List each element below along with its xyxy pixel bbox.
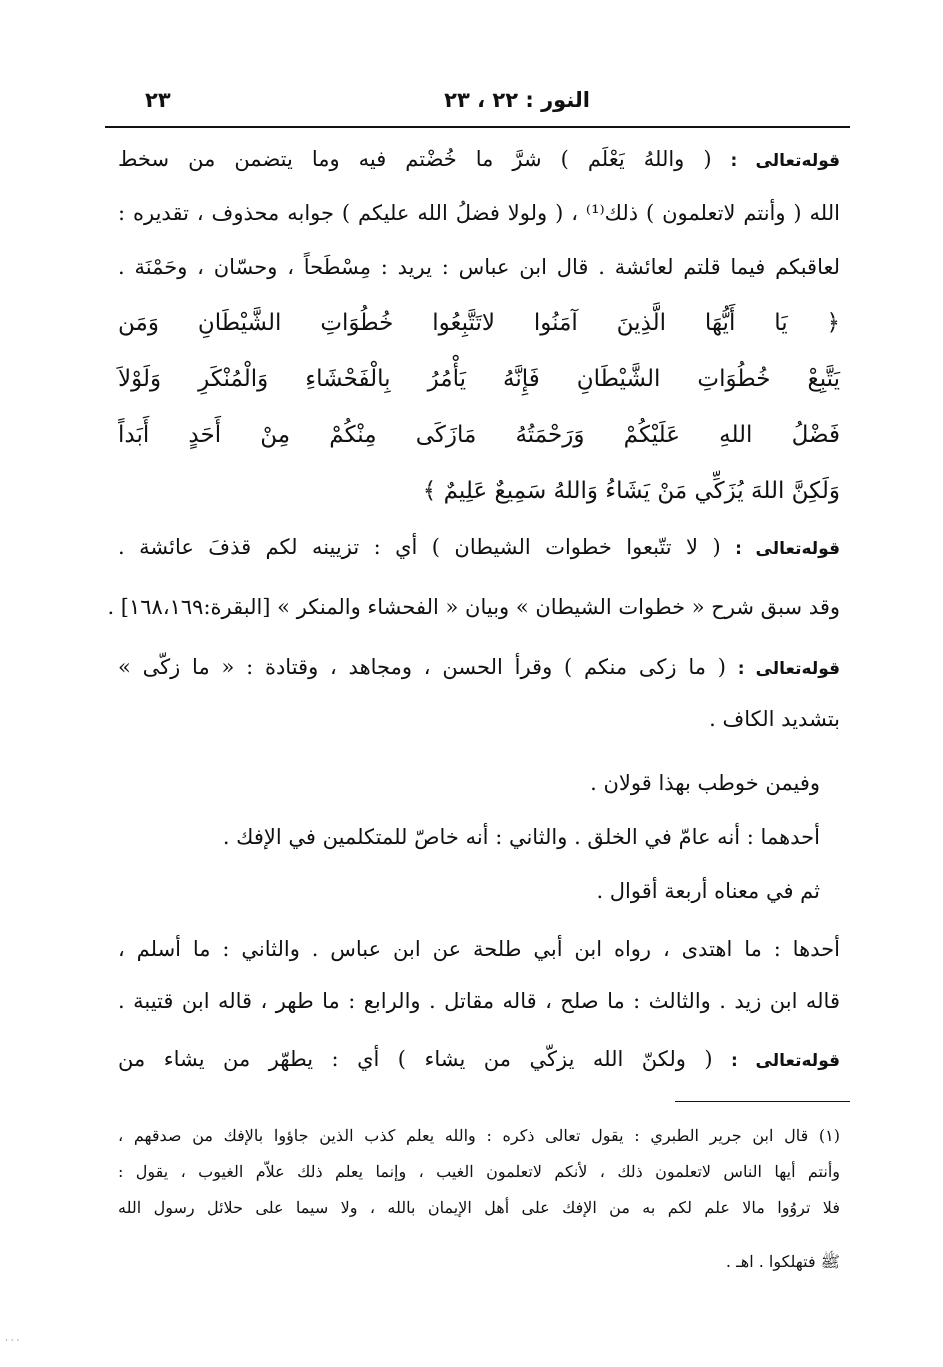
text-line: وقد سبق شرح « خطوات الشيطان » وبيان « الفحشاء والمنكر » [البقرة:١٦٨،١٦٩] . [107,595,840,619]
quran-verse-line: وَلَكِنَّ اللهَ يُزَكِّي مَنْ يَشَاءُ وَاللهُ سَمِيعٌ عَلِيمٌ ﴾ [422,478,840,504]
footnote-line: (١) قال ابن جرير الطبري : يقول تعالى ذكره : والله يعلم كذب الذين جاؤوا بالإفك من صدقهم ، [118,1126,840,1145]
text-line: وفيمن خوطب بهذا قولان . [590,771,820,795]
text-line: الله ( وأنتم لاتعلمون ) ذلك⁽¹⁾ ، ( ولولا فضلُ الله عليكم ) جوابه محذوف ، تقديره : [118,201,840,225]
quran-verse-line: يَتَّبِعْ خُطُوَاتِ الشَّيْطَانِ فَإِنَّهُ يَأْمُرُ بِالْفَحْشَاءِ وَالْمُنْكَرِ وَلَوْلاَ [118,366,840,392]
text-line: قوله‌تعالى : ( ولكنّ الله يزكّي من يشاء ) أي : يطهّر من يشاء من [118,1047,840,1071]
page-number: ٢٣ [145,88,171,112]
quran-verse-line: فَضْلُ اللهِ عَلَيْكُمْ وَرَحْمَتُهُ مَازَكَى مِنْكُمْ مِنْ أَحَدٍ أَبَداً [118,422,840,448]
scan-specks: · · · [5,1336,20,1346]
footnote-line: فلا تروُوا مالا علم لكم به من الإفك على أهل الإيمان بالله ، ولا سيما على حلائل رسول الله [118,1198,840,1217]
text-line: قاله ابن زيد . والثالث : ما صلح ، قاله مقاتل . والرابع : ما طهر ، قاله ابن قتيبة . [118,989,840,1013]
text-line: أحدها : ما اهتدى ، رواه ابن أبي طلحة عن ابن عباس . والثاني : ما أسلم ، [118,937,840,961]
quote-label: قوله‌تعالى : [735,539,840,559]
text-line: قوله‌تعالى : ( ما زكى منكم ) وقرأ الحسن ، ومجاهد ، وقتادة : « ما زكّى » [118,655,840,679]
text-line: ثم في معناه أربعة أقوال . [596,879,820,903]
quote-label: قوله‌تعالى : [730,151,840,171]
text-line: أحدهما : أنه عامّ في الخلق . والثاني : أنه خاصّ للمتكلمين في الإفك . [222,825,820,849]
footnote-line: ﷺ فتهلكوا . اهـ . [725,1252,840,1271]
footnote-rule [675,1101,850,1102]
header-rule [105,126,850,128]
running-header [105,88,850,120]
surah-verse-heading: النور : ٢٢ ، ٢٣ [444,88,590,112]
text-line: قوله‌تعالى : ( لا تتّبعوا خطوات الشيطان ) أي : تزيينه لكم قذفَ عائشة . [118,535,840,559]
quote-label: قوله‌تعالى : [731,1051,840,1071]
footnote-line: وأنتم أيها الناس لاتعلمون ذلك ، لأنكم لاتعلمون الغيب ، وإنما يعلم ذلك علاّم الغيوب ، يقول : [118,1162,840,1181]
text-line: قوله‌تعالى : ( واللهُ يَعْلَم ) شرَّ ما خُضْتم فيه وما يتضمن من سخط [118,147,840,171]
text-line: بتشديد الكاف . [709,707,840,731]
text-line: لعاقبكم فيما قلتم لعائشة . قال ابن عباس : يريد : مِسْطَحاً ، وحسّان ، وحَمْنَة . [118,255,840,279]
quran-verse-line: ﴿ يَا أَيُّهَا الَّذِينَ آمَنُوا لاتَتَّبِعُوا خُطُوَاتِ الشَّيْطَانِ وَمَن [118,310,840,336]
quote-label: قوله‌تعالى : [737,659,840,679]
